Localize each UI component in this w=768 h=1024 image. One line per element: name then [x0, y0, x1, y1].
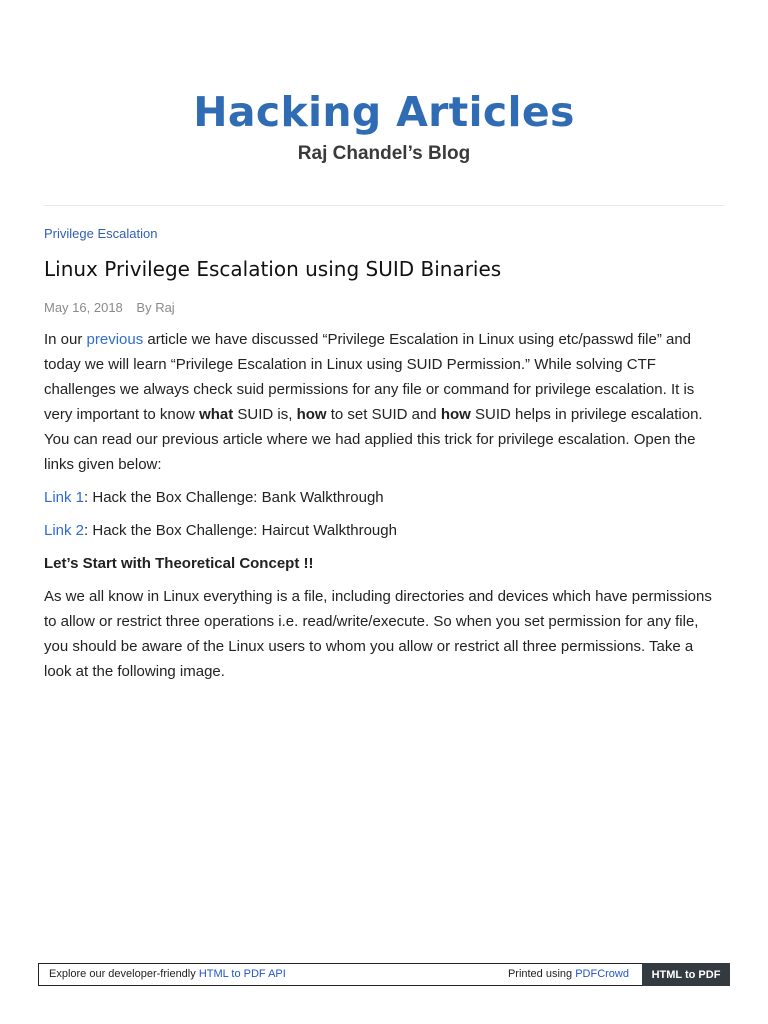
link-2-text: : Hack the Box Challenge: Haircut Walkthrough — [84, 522, 397, 539]
section-heading-text: Let’s Start with Theoretical Concept !! — [44, 555, 314, 572]
site-title — [0, 84, 768, 140]
link1-paragraph — [44, 485, 724, 510]
link-1-text: : Hack the Box Challenge: Bank Walkthrough — [84, 489, 384, 506]
previous-article-link[interactable]: previous — [86, 331, 144, 348]
bold-how-1: how — [296, 406, 327, 423]
intro-text-5: SUID helps in privilege escalation. You can read our previous article where we had applied this trick for privilege escalation. Open the links given below: — [44, 406, 703, 473]
link2-paragraph — [44, 518, 724, 543]
bold-how-2: how — [440, 406, 471, 423]
post-content — [0, 206, 768, 684]
link-2[interactable]: Link 2 — [44, 522, 85, 539]
post-date[interactable]: May 16, 2018 — [44, 300, 123, 315]
concept-paragraph: As we all know in Linux everything is a file, including directories and devices which have permissions to allow or restrict three operations i.e. read/write/execute. So when you set permission for any file, you should be aware of the Linux users to whom you allow or restrict all three permissions. Take a look at the following image. — [44, 588, 712, 680]
category-link[interactable]: Privilege Escalation — [44, 226, 158, 241]
html-to-pdf-api-link[interactable]: HTML to PDF API — [198, 968, 286, 980]
intro-text-3: SUID is, — [233, 406, 297, 423]
site-tagline: Raj Chandel’s Blog — [297, 143, 471, 164]
html-to-pdf-button[interactable]: HTML to PDF — [642, 963, 730, 986]
pdfcrowd-footer — [38, 963, 730, 986]
section-heading — [44, 551, 724, 576]
link-1[interactable]: Link 1 — [44, 489, 85, 506]
intro-text-1: In our — [44, 331, 87, 348]
footer-right-text: Printed using — [507, 968, 576, 980]
intro-text-4: to set SUID and — [326, 406, 441, 423]
post-title: Linux Privilege Escalation using SUID Binaries — [44, 257, 502, 281]
post-body — [44, 327, 724, 684]
site-header — [0, 0, 768, 165]
pdfcrowd-link[interactable]: PDFCrowd — [575, 968, 629, 980]
footer-left-text: Explore our developer-friendly — [49, 968, 199, 980]
footer-right — [508, 968, 629, 980]
post-author[interactable]: By Raj — [136, 300, 175, 315]
intro-paragraph — [44, 327, 724, 477]
site-title-link[interactable]: Hacking Articles — [193, 88, 575, 136]
footer-left — [49, 968, 286, 980]
post-meta — [44, 300, 724, 315]
intro-text-2: article we have discussed “Privilege Escalation in Linux using etc/passwd file” and today we will learn “Privilege Escalation in Linux using SUID Permission.” While solving CTF challenges we always check suid permissions for any file or command for privilege escalation. It is very important to know — [44, 331, 695, 423]
bold-what: what — [199, 406, 234, 423]
